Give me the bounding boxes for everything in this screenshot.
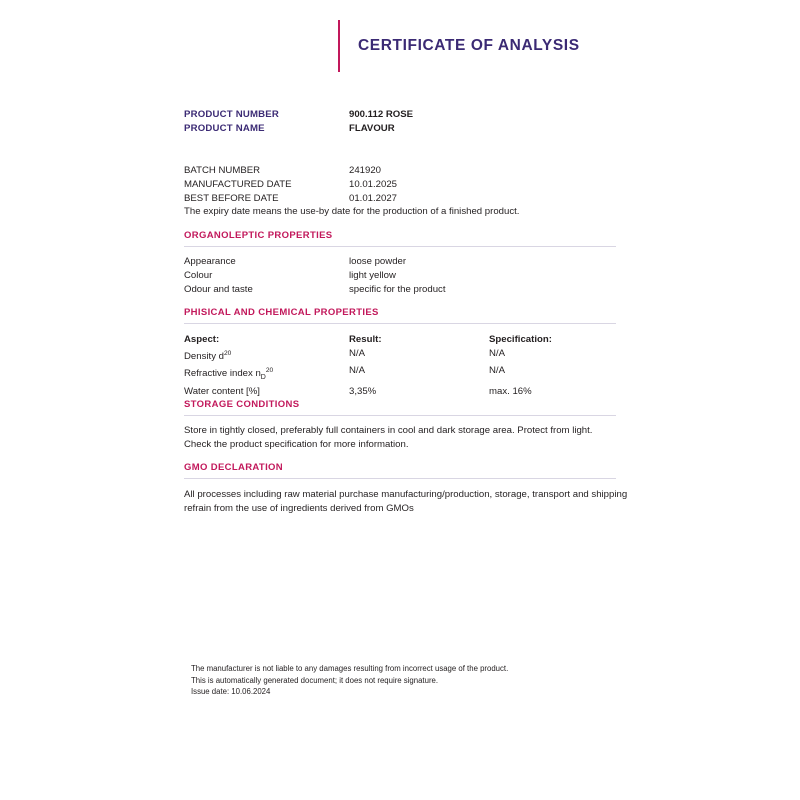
batch-info-block	[184, 164, 624, 206]
document-header	[338, 20, 580, 72]
organoleptic-section-title: ORGANOLEPTIC PROPERTIES	[184, 230, 333, 241]
density-superscript: 20	[224, 350, 232, 357]
expiry-note: The expiry date means the use-by date for the production of a finished product.	[184, 206, 520, 217]
density-label	[184, 347, 349, 364]
phischem-divider	[184, 323, 616, 324]
table-row	[184, 385, 644, 399]
product-number-value: 900.112 ROSE	[349, 109, 414, 120]
phischem-table	[184, 347, 644, 399]
best-before-date-label: BEST BEFORE DATE	[184, 193, 279, 204]
table-row	[184, 164, 624, 178]
gmo-divider	[184, 478, 616, 479]
table-row	[184, 269, 624, 283]
batch-number-label: BATCH NUMBER	[184, 165, 261, 176]
appearance-label: Appearance	[184, 256, 236, 267]
page-title: CERTIFICATE OF ANALYSIS	[358, 37, 580, 54]
organoleptic-divider	[184, 246, 616, 247]
refractive-index-superscript: 20	[265, 367, 274, 375]
gmo-declaration-text: All processes including raw material purchase manufacturing/production, storage, transport and shipping refrain from the use of ingredients derived from GMOs	[184, 489, 628, 514]
odour-taste-label: Odour and taste	[184, 284, 253, 295]
refractive-index-subscript: D	[260, 374, 266, 382]
colour-value: light yellow	[349, 270, 396, 281]
organoleptic-table	[184, 255, 624, 297]
density-spec: N/A	[489, 348, 505, 359]
product-name-row	[184, 122, 624, 136]
header-accent-rule	[338, 20, 340, 72]
document-footer	[191, 663, 671, 698]
odour-taste-value: specific for the product	[349, 284, 446, 295]
density-result: N/A	[349, 348, 365, 359]
phischem-table-header	[184, 333, 644, 347]
storage-conditions-text: Store in tightly closed, preferably full containers in cool and dark storage area. Protect from light. Check the product specification for more information.	[184, 425, 593, 450]
product-number-row	[184, 108, 624, 122]
column-header-aspect: Aspect:	[184, 334, 220, 345]
product-name-label: PRODUCT NAME	[184, 123, 265, 134]
refractive-index-label	[184, 364, 349, 385]
phischem-section-title: PHISICAL AND CHEMICAL PROPERTIES	[184, 307, 379, 318]
footer-liability-note: The manufacturer is not liable to any damages resulting from incorrect usage of the product.	[191, 664, 509, 673]
product-name-value: FLAVOUR	[349, 123, 395, 134]
table-row	[184, 192, 624, 206]
footer-signature-note: This is automatically generated document; it does not require signature.	[191, 675, 439, 685]
refractive-index-label-text: Refractive index n	[184, 368, 261, 380]
water-content-result: 3,35%	[349, 386, 377, 398]
table-row	[184, 255, 624, 269]
water-content-spec: max. 16%	[489, 386, 532, 398]
batch-number-value: 241920	[349, 165, 382, 176]
best-before-date-value: 01.01.2027	[349, 193, 398, 204]
appearance-value: loose powder	[349, 256, 407, 267]
colour-label: Colour	[184, 270, 213, 281]
column-header-result: Result:	[349, 334, 382, 345]
manufactured-date-value: 10.01.2025	[349, 179, 398, 190]
storage-divider	[184, 415, 616, 416]
table-row	[184, 283, 624, 297]
storage-section-title: STORAGE CONDITIONS	[184, 399, 300, 410]
table-row	[184, 178, 624, 192]
water-content-label: Water content [%]	[184, 386, 260, 398]
refractive-index-result: N/A	[349, 365, 365, 377]
table-row	[184, 364, 644, 385]
column-header-specification: Specification:	[489, 334, 552, 345]
product-info-block	[184, 108, 624, 136]
refractive-index-spec: N/A	[489, 365, 505, 377]
table-row	[184, 347, 644, 364]
density-label-text: Density d	[184, 351, 224, 363]
gmo-section-title: GMO DECLARATION	[184, 462, 284, 473]
footer-issue-date: Issue date: 10.06.2024	[191, 687, 271, 696]
product-number-label: PRODUCT NUMBER	[184, 109, 280, 120]
manufactured-date-label: MANUFACTURED DATE	[184, 179, 292, 190]
